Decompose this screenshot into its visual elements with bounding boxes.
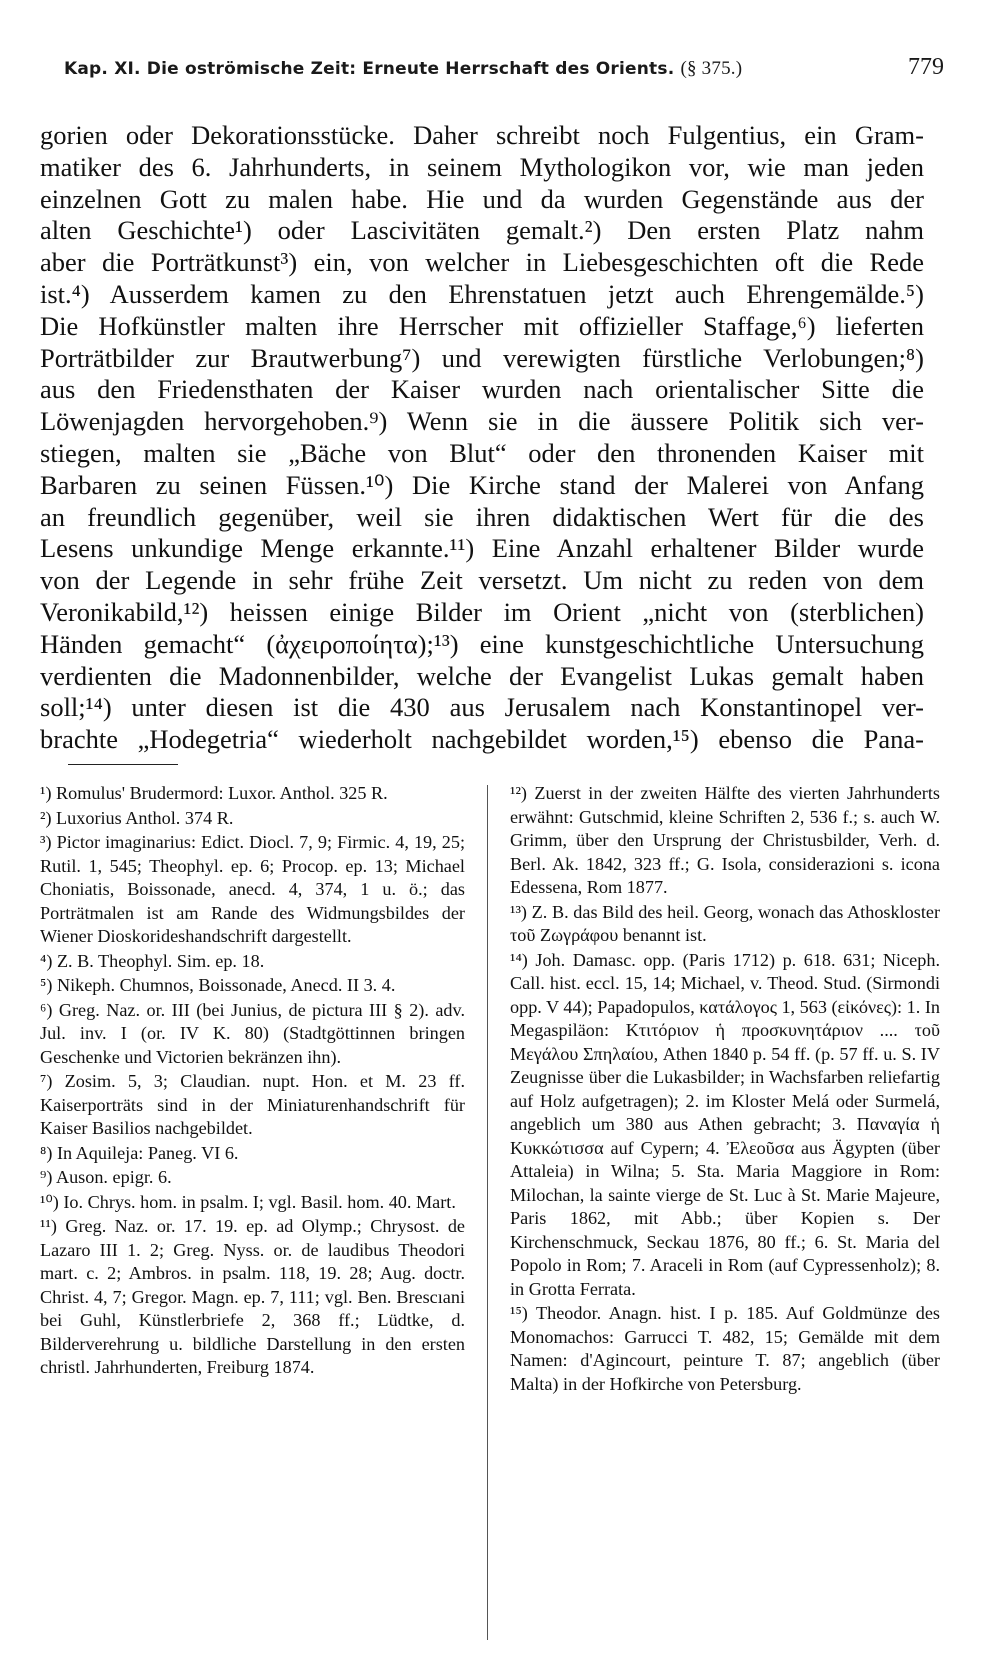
footnote: ¹⁰) Io. Chrys. hom. in psalm. I; vgl. Basil. hom. 40. Mart. bbox=[40, 1191, 456, 1212]
main-text-line: Barbaren zu seinen Füssen.¹⁰) Die Kirche stand der Malerei von Anfang bbox=[40, 469, 924, 500]
main-text-line: einzelnen Gott zu malen habe. Hie und da wurden Gegenstände aus der bbox=[40, 183, 924, 214]
main-text-line: Die Hofkünstler malten ihre Herrscher mit offizieller Staffage,⁶) lieferten bbox=[40, 310, 924, 341]
column-separator bbox=[487, 785, 488, 1640]
main-text-line: Porträtbilder zur Brautwerbung⁷) und verewigten fürstliche Verlobungen;⁸) bbox=[40, 342, 924, 373]
main-text-line: von der Legende in sehr frühe Zeit versetzt. Um nicht zu reden von dem bbox=[40, 565, 924, 596]
main-text-line: an freundlich gegenüber, weil sie ihren didaktischen Wert für die des bbox=[40, 501, 924, 532]
main-text-line: Lesens unkundige Menge erkannte.¹¹) Eine Anzahl erhaltener Bilder wurde bbox=[40, 533, 924, 564]
footnote: ⁵) Nikeph. Chumnos, Boissonade, Anecd. II 3. 4. bbox=[40, 975, 396, 995]
section-ref: (§ 375.) bbox=[680, 58, 743, 79]
main-text-line: aus den Friedensthaten der Kaiser wurden nach orientalischer Sitte die bbox=[40, 374, 924, 405]
footnote: ⁷) Zosim. 5, 3; Claudian. nupt. Hon. et M. 23 ff. Kaiserporträts sind in der Miniaturenhandschrift für Kaiser Basilios nachgebildet. bbox=[40, 1071, 465, 1138]
main-text-line: brachte „Hodegetria“ wiederholt nachgebildet worden,¹⁵) ebenso die Pana- bbox=[40, 724, 924, 755]
footnote: ⁹) Auson. epigr. 6. bbox=[40, 1167, 172, 1187]
main-text-line: stiegen, malten sie „Bäche von Blut“ oder den thronenden Kaiser mit bbox=[40, 437, 924, 468]
footnotes-right-column bbox=[510, 782, 940, 1397]
main-text-line: aber die Porträtkunst³) ein, von welcher in Liebesgeschichten oft die Rede bbox=[40, 247, 924, 278]
chapter-title: Kap. XI. Die oströmische Zeit: Erneute Herrschaft des Orients. (§ 375.) bbox=[64, 58, 743, 79]
main-text-line: ist.⁴) Ausserdem kamen zu den Ehrenstatuen jetzt auch Ehrengemälde.⁵) bbox=[40, 278, 924, 309]
footnote: ¹⁴) Joh. Damasc. opp. (Paris 1712) p. 618. 631; Niceph. Call. hist. eccl. 15, 14; Michael, v. Theod. Stud. (Sirmondi opp. V 44); Papadopulos, κατάλογος 1, 563 (εἰκόνες): 1. In Megaspiläon: Κτιτόριον ἡ προσκυνητάριον .... τοῦ Μεγάλου Σπηλαίου, Athen 1840 p. 54 ff. (p. 57 ff. u. S. IV Zeugnisse über die Lukasbilder; in Wachsfarben reliefartig auf Holz aufgetragen); 2. im Kloster Melá oder Surmelá, angeblich um 380 aus Athen gebracht; 3. Παναγία ἡ Κυκκώτισσα auf Cypern; 4. Ἐλεοῦσα aus Ägypten (über Attaleia) in Wilna; 5. Sta. Maria Maggiore in Rom: Milochan, la sainte vierge de St. Luc à St. Marie Majeure, Paris 1862, mit Abb.; über Kopien s. Der Kirchenschmuck, Seckau 1876, 80 ff.; 6. St. Maria del Popolo in Rom; 7. Araceli in Rom (auf Cypressenholz); 8. in Grotta Ferrata. bbox=[510, 949, 940, 1299]
footnote: ³) Pictor imaginarius: Edict. Diocl. 7, 9; Firmic. 4, 19, 25; Rutil. 1, 545; Theophyl. ep. 6; Procop. ep. 13; Michael Choniatis, Boissonade, anecd. 4, 374, 1 u. ö.; das Porträtmalen ist am Rande des Widmungsbildes der Wiener Dioskorideshandschrift dargestellt. bbox=[40, 832, 465, 946]
footnote-rule bbox=[68, 764, 178, 765]
footnote: ¹³) Z. B. das Bild des heil. Georg, wonach das Athoskloster τοῦ Ζωγράφου benannt ist. bbox=[510, 901, 940, 945]
footnote: ¹) Romulus' Brudermord: Luxor. Anthol. 325 R. bbox=[40, 783, 388, 803]
footnotes-left-column bbox=[40, 782, 465, 1381]
footnote: ¹²) Zuerst in der zweiten Hälfte des vierten Jahrhunderts erwähnt: Gutschmid, kleine Schriften 2, 536 f.; s. auch W. Grimm, über den Ursprung der Christusbilder, Verh. d. Berl. Ak. 1842, 323 ff.; G. Isola, considerazioni s. icona Edessena, Rom 1877. bbox=[510, 783, 940, 897]
footnote: ⁸) In Aquileja: Paneg. VI 6. bbox=[40, 1142, 239, 1163]
main-text-line: alten Geschichte¹) oder Lascivitäten gemalt.²) Den ersten Platz nahm bbox=[40, 215, 924, 246]
footnote: ²) Luxorius Anthol. 374 R. bbox=[40, 807, 234, 828]
main-text-line: Löwenjagden hervorgehoben.⁹) Wenn sie in die äussere Politik sich ver- bbox=[40, 406, 924, 437]
footnote: ⁴) Z. B. Theophyl. Sim. ep. 18. bbox=[40, 950, 265, 971]
main-text-line: matiker des 6. Jahrhunderts, in seinem Mythologikon vor, wie man jeden bbox=[40, 151, 924, 182]
main-text-line: verdienten die Madonnenbilder, welche der Evangelist Lukas gemalt haben bbox=[40, 660, 924, 691]
main-text bbox=[40, 120, 924, 756]
running-header bbox=[64, 54, 944, 98]
page-number: 779 bbox=[908, 54, 944, 80]
footnote: ¹⁵) Theodor. Anagn. hist. I p. 185. Auf Goldmünze des Monomachos: Garrucci T. 482, 15; Gemälde mit dem Namen: d'Agincourt, peinture T. 87; angeblich (über Malta) in der Hofkirche von Petersburg. bbox=[510, 1303, 940, 1394]
footnote: ¹¹) Greg. Naz. or. 17. 19. ep. ad Olymp.; Chrysost. de Lazaro III 1. 2; Greg. Nyss. or. de laudibus Theodori mart. c. 2; Ambros. in psalm. 118, 19. 28; Aug. doctr. Christ. 4, 7; Gregor. Magn. ep. 7, 111; vgl. Ben. Brescıani bei Guhl, Künstlerbriefe 2, 368 ff.; Lüdtke, d. Bilderverehrung u. bildliche Darstellung in den ersten christl. Jahrhunderten, Freiburg 1874. bbox=[40, 1216, 465, 1377]
main-text-line: soll;¹⁴) unter diesen ist die 430 aus Jerusalem nach Konstantinopel ver- bbox=[40, 692, 924, 723]
main-text-line: Händen gemacht“ (ἀχειροποίητα);¹³) eine kunstgeschichtliche Untersuchung bbox=[40, 628, 924, 659]
footnote: ⁶) Greg. Naz. or. III (bei Junius, de pictura III § 2). adv. Jul. inv. I (or. IV K. 80) (Stadtgöttinnen bringen Geschenke und Victorien bekränzen ihn). bbox=[40, 999, 465, 1067]
main-text-line: Veronikabild,¹²) heissen einige Bilder im Orient „nicht von (sterblichen) bbox=[40, 596, 924, 627]
main-text-line: gorien oder Dekorationsstücke. Daher schreibt noch Fulgentius, ein Gram- bbox=[40, 120, 924, 150]
